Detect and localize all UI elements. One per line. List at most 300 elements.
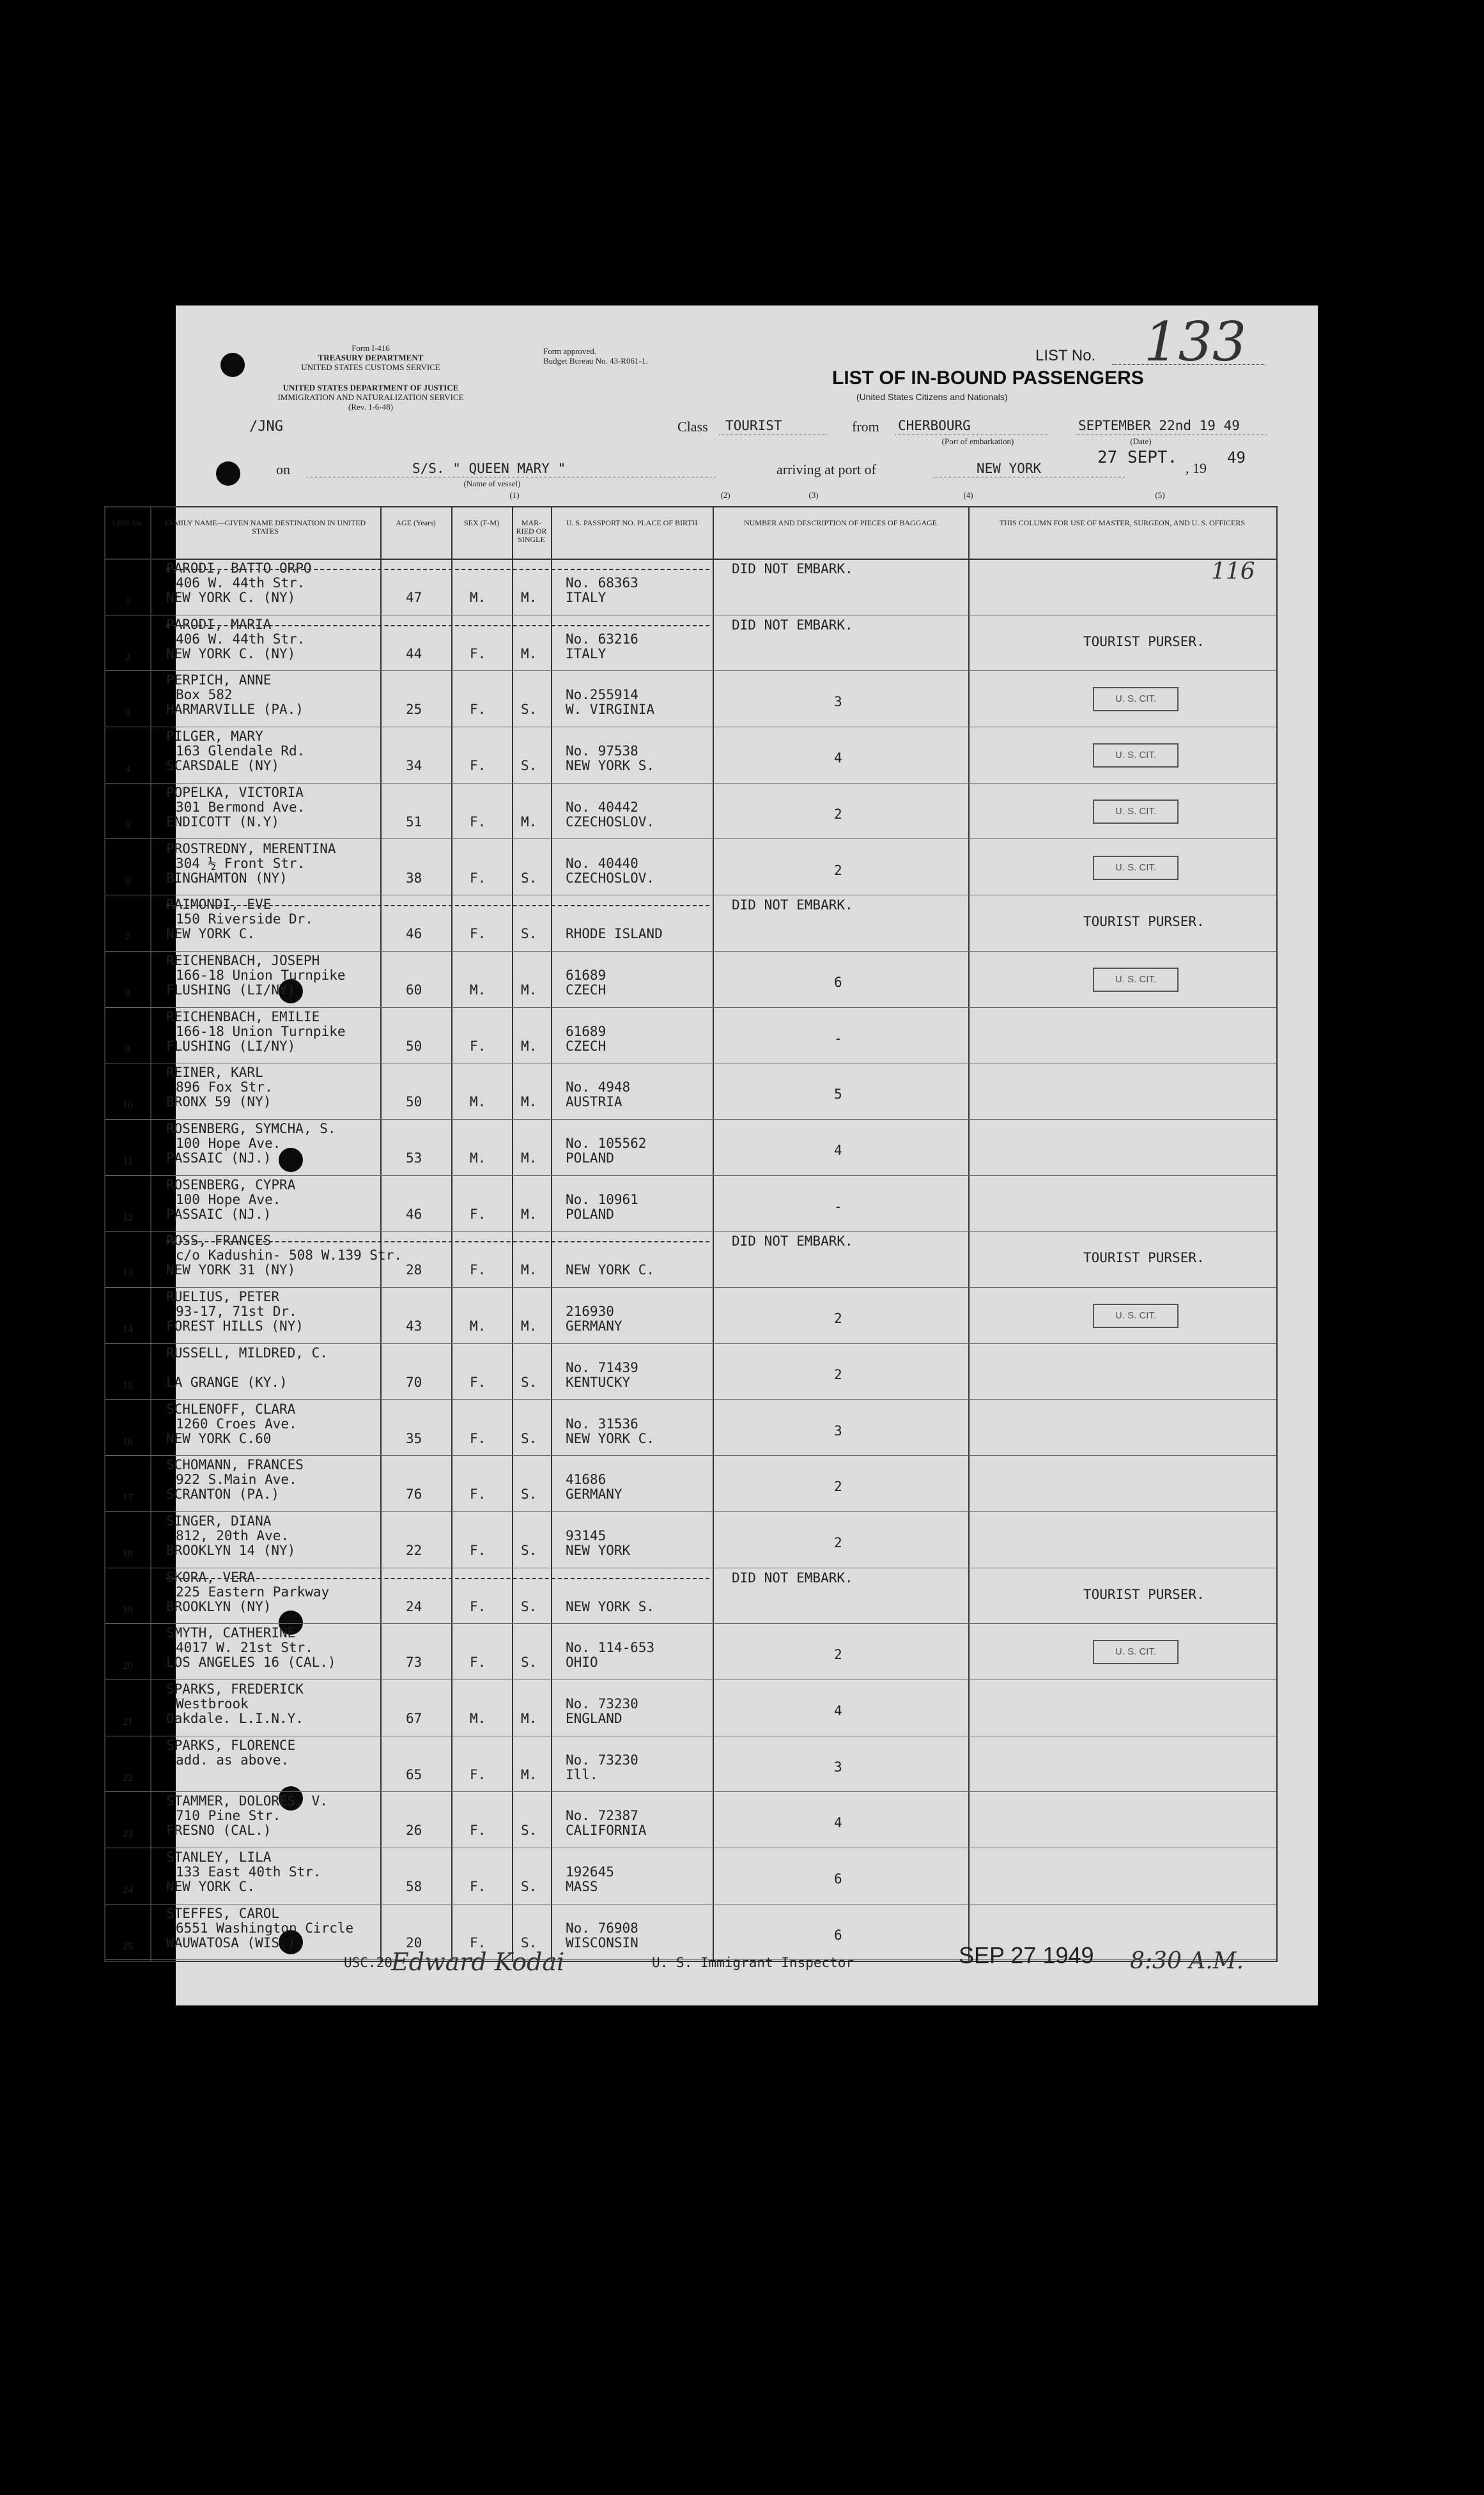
passport-number: No. 4948 <box>566 1079 631 1095</box>
column-header-passport: U. S. PASSPORT NO. PLACE OF BIRTH <box>566 518 698 527</box>
table-row <box>105 670 1276 726</box>
inspector-signature: Edward Kodai <box>391 1948 565 1976</box>
passport-number: 61689 <box>566 1023 607 1039</box>
address-line: 133 East 40th Str. <box>176 1864 321 1880</box>
place-of-birth: Ill. <box>566 1766 598 1782</box>
sex: M. <box>470 1711 486 1726</box>
destination: PASSAIC (NJ.) <box>166 1206 272 1222</box>
address-line: 93-17, 71st Dr. <box>176 1304 297 1320</box>
marital-status: S. <box>521 702 537 718</box>
age: 67 <box>406 1711 422 1726</box>
destination: NEW YORK 31 (NY) <box>166 1262 296 1278</box>
marital-status: M. <box>521 590 537 605</box>
baggage-count: 6 <box>834 1871 842 1887</box>
marital-status: M. <box>521 1038 537 1054</box>
line-number: 20 <box>123 1660 133 1672</box>
baggage-count: 4 <box>834 1703 842 1719</box>
passenger-name: PERPICH, ANNE <box>166 672 272 688</box>
age: 50 <box>406 1038 422 1054</box>
on-label: on <box>276 461 290 477</box>
form-revision: (Rev. 1-6-48) <box>348 402 393 412</box>
line-number: 8 <box>125 987 130 999</box>
table-row <box>105 1848 1276 1903</box>
age: 60 <box>406 982 422 998</box>
line-number: 23 <box>123 1828 133 1840</box>
passport-number: No. 114-653 <box>566 1640 655 1656</box>
us-citizen-stamp: U. S. CIT. <box>1093 1304 1179 1328</box>
from-value: CHERBOURG <box>898 418 971 433</box>
table-row <box>105 615 1276 670</box>
place-of-birth: NEW YORK S. <box>566 758 655 774</box>
table-row <box>105 1680 1276 1735</box>
sex: M. <box>470 1318 486 1334</box>
passport-number: No. 31536 <box>566 1416 638 1432</box>
address-line: add. as above. <box>176 1752 290 1768</box>
sex: F. <box>470 926 486 942</box>
treasury-dept: TREASURY DEPARTMENT <box>318 353 424 362</box>
marital-status: M. <box>521 814 537 830</box>
marital-status: S. <box>521 1823 537 1839</box>
date-caption: (Date) <box>1130 436 1152 446</box>
destination: SCARSDALE (NY) <box>166 758 280 774</box>
address-line: 225 Eastern Parkway <box>176 1584 330 1600</box>
marital-status: M. <box>521 645 537 661</box>
passport-number: No.255914 <box>566 687 638 703</box>
baggage-count: 2 <box>834 1534 842 1550</box>
marital-status: M. <box>521 1094 537 1110</box>
list-no-label: LIST No. <box>1035 347 1096 364</box>
age: 28 <box>406 1262 422 1278</box>
line-number: 18 <box>123 1548 133 1559</box>
baggage-count: 2 <box>834 1311 842 1327</box>
destination: NEW YORK C. (NY) <box>166 590 296 605</box>
line-number: 6 <box>125 876 130 887</box>
passenger-name: SMYTH, CATHERINE <box>166 1625 296 1641</box>
marital-status: M. <box>521 1766 537 1782</box>
us-citizen-stamp: U. S. CIT. <box>1093 799 1179 824</box>
address-line: 150 Riverside Dr. <box>176 911 313 927</box>
destination: BROOKLYN (NY) <box>166 1598 272 1614</box>
age: 65 <box>406 1766 422 1782</box>
baggage-count: 3 <box>834 694 842 710</box>
marital-status: S. <box>521 1935 537 1950</box>
address-line: Box 582 <box>176 687 233 703</box>
line-number: 7 <box>125 932 130 943</box>
vessel-name: S/S. " QUEEN MARY " <box>412 461 566 476</box>
age: 51 <box>406 814 422 830</box>
column-header-line: LINE No. <box>112 518 143 527</box>
strike-through-line <box>166 625 709 626</box>
baggage-count: 2 <box>834 1647 842 1663</box>
form-approved: Form approved. <box>543 346 597 356</box>
sex: F. <box>470 1038 486 1054</box>
clerk-initials: /JNG <box>249 419 283 435</box>
destination: PASSAIC (NJ.) <box>166 1150 272 1166</box>
passenger-name: SPARKS, FREDERICK <box>166 1681 304 1697</box>
line-number: 3 <box>125 707 130 719</box>
age: 58 <box>406 1879 422 1895</box>
baggage-count: 2 <box>834 862 842 878</box>
line-number: 15 <box>123 1380 133 1391</box>
address-line: 1260 Croes Ave. <box>176 1416 297 1432</box>
officer-note: TOURIST PURSER. <box>1083 1250 1205 1266</box>
punch-hole <box>220 353 245 377</box>
from-label: from <box>852 419 879 435</box>
place-of-birth: NEW YORK C. <box>566 1430 655 1446</box>
table-row <box>105 1007 1276 1063</box>
line-number: 17 <box>123 1492 133 1504</box>
sex: F. <box>470 1879 486 1895</box>
place-of-birth: OHIO <box>566 1655 598 1671</box>
baggage-count: 6 <box>834 974 842 990</box>
baggage-count: 6 <box>834 1927 842 1943</box>
punch-hole <box>216 461 240 486</box>
place-of-birth: GERMANY <box>566 1318 622 1334</box>
baggage-note: DID NOT EMBARK. <box>732 617 853 633</box>
sex: F. <box>470 1823 486 1839</box>
sex: F. <box>470 1206 486 1222</box>
passenger-name: SPARKS, FLORENCE <box>166 1737 296 1753</box>
table-row <box>105 1736 1276 1791</box>
baggage-count: - <box>834 1030 842 1046</box>
destination: FLUSHING (LI/NY) <box>166 1038 296 1054</box>
table-row <box>105 1231 1276 1286</box>
col-num-3: (3) <box>808 490 819 500</box>
place-of-birth: W. VIRGINIA <box>566 702 655 718</box>
marital-status: S. <box>521 1374 537 1390</box>
address-line: 406 W. 44th Str. <box>176 631 305 647</box>
class-label: Class <box>677 419 708 435</box>
destination: NEW YORK C. <box>166 1879 256 1895</box>
passport-number: No. 73230 <box>566 1696 638 1711</box>
place-of-birth: CZECHOSLOV. <box>566 870 655 886</box>
place-of-birth: CALIFORNIA <box>566 1823 647 1839</box>
age: 46 <box>406 1206 422 1222</box>
passport-number: No. 73230 <box>566 1752 638 1768</box>
us-citizen-stamp: U. S. CIT. <box>1093 687 1179 711</box>
address-line: 710 Pine Str. <box>176 1808 281 1824</box>
passenger-name: STAMMER, DOLORES, V. <box>166 1793 328 1809</box>
age: 44 <box>406 645 422 661</box>
passport-number: No. 63216 <box>566 631 638 647</box>
table-row <box>105 1568 1276 1623</box>
embark-date: SEPTEMBER 22nd 19 49 <box>1078 418 1240 433</box>
table-row <box>105 559 1276 614</box>
sex: F. <box>470 1262 486 1278</box>
passenger-name: RUSSELL, MILDRED, C. <box>166 1345 328 1361</box>
marital-status: S. <box>521 1655 537 1671</box>
passport-number: 192645 <box>566 1864 614 1880</box>
place-of-birth: WISCONSIN <box>566 1935 638 1950</box>
usc-code: USC.20 <box>344 1955 392 1970</box>
passenger-name: STANLEY, LILA <box>166 1850 272 1865</box>
address-line: 304 ½ Front Str. <box>176 855 305 871</box>
table-row <box>105 783 1276 838</box>
marital-status: S. <box>521 870 537 886</box>
marital-status: M. <box>521 1206 537 1222</box>
destination: BRONX 59 (NY) <box>166 1094 272 1110</box>
age: 76 <box>406 1487 422 1502</box>
passenger-name: STEFFES, CAROL <box>166 1905 280 1921</box>
place-of-birth: ITALY <box>566 645 607 661</box>
sex: F. <box>470 814 486 830</box>
passport-number: No. 105562 <box>566 1136 647 1151</box>
destination: NEW YORK C. (NY) <box>166 645 296 661</box>
baggage-note: DID NOT EMBARK. <box>732 897 853 913</box>
col-num-2: (2) <box>720 490 730 500</box>
arrival-date: 27 SEPT. <box>1097 448 1178 467</box>
address-line: 896 Fox Str. <box>176 1079 273 1095</box>
us-citizen-stamp: U. S. CIT. <box>1093 856 1179 880</box>
column-header-name: FAMILY NAME—GIVEN NAME DESTINATION IN UNITED STATES <box>164 518 366 536</box>
passport-number: 216930 <box>566 1304 614 1320</box>
age: 70 <box>406 1374 422 1390</box>
sex: F. <box>470 870 486 886</box>
sex: F. <box>470 702 486 718</box>
us-citizen-stamp: U. S. CIT. <box>1093 743 1179 768</box>
table-row <box>105 839 1276 895</box>
budget-bureau: Budget Bureau No. 43-R061-1. <box>543 356 648 366</box>
sex: M. <box>470 1150 486 1166</box>
sex: M. <box>470 590 486 605</box>
passenger-name: REICHENBACH, EMILIE <box>166 1008 320 1024</box>
table-row <box>105 727 1276 782</box>
arrival-year-label: , 19 <box>1186 460 1207 476</box>
table-row <box>105 1623 1276 1679</box>
document-title: LIST OF IN-BOUND PASSENGERS <box>832 367 1144 389</box>
strike-through-line <box>166 1578 709 1579</box>
column-header-married: MAR-RIED OR SINGLE <box>516 518 547 544</box>
passenger-name: PILGER, MARY <box>166 729 263 745</box>
document-subtitle: (United States Citizens and Nationals) <box>856 392 1008 402</box>
passenger-name: SINGER, DIANA <box>166 1513 272 1529</box>
passport-number: No. 71439 <box>566 1359 638 1375</box>
line-number: 5 <box>125 819 130 831</box>
officer-note: 116 <box>1211 559 1255 585</box>
table-row <box>105 1791 1276 1847</box>
place-of-birth: GERMANY <box>566 1487 622 1502</box>
marital-status: M. <box>521 1318 537 1334</box>
line-number: 1 <box>125 596 130 606</box>
table-row <box>105 1400 1276 1455</box>
destination: BINGHAMTON (NY) <box>166 870 288 886</box>
arrival-year: 49 <box>1227 449 1246 467</box>
address-line: 166-18 Union Turnpike <box>176 967 346 983</box>
sex: F. <box>470 1655 486 1671</box>
address-line: 100 Hope Ave. <box>176 1191 281 1207</box>
passport-number: No. 68363 <box>566 575 638 591</box>
passport-number: No. 97538 <box>566 743 638 759</box>
place-of-birth: RHODE ISLAND <box>566 926 663 942</box>
baggage-count: 4 <box>834 1815 842 1831</box>
place-of-birth: CZECHOSLOV. <box>566 814 655 830</box>
age: 43 <box>406 1318 422 1334</box>
passenger-name: RAIMONDI, EVE <box>166 897 272 913</box>
destination: WAUWATOSA (WIS.) <box>166 1935 296 1950</box>
destination: NEW YORK C. <box>166 926 256 942</box>
age: 34 <box>406 758 422 774</box>
table-row <box>105 895 1276 950</box>
place-of-birth: POLAND <box>566 1150 614 1166</box>
strike-through-line <box>166 1241 709 1242</box>
column-header-officers: THIS COLUMN FOR USE OF MASTER, SURGEON, AND U. S. OFFICERS <box>999 518 1246 527</box>
us-citizen-stamp: U. S. CIT. <box>1093 1640 1179 1664</box>
col-num-5: (5) <box>1155 490 1165 500</box>
line-number: 25 <box>123 1940 133 1952</box>
destination: FLUSHING (LI/NY) <box>166 982 296 998</box>
address-line: 922 S.Main Ave. <box>176 1472 297 1488</box>
line-number: 21 <box>123 1717 133 1727</box>
destination: FRESNO (CAL.) <box>166 1823 272 1839</box>
marital-status: M. <box>521 1262 537 1278</box>
officer-note: TOURIST PURSER. <box>1083 914 1205 930</box>
address-line: 812, 20th Ave. <box>176 1527 290 1543</box>
baggage-count: 3 <box>834 1423 842 1439</box>
marital-status: S. <box>521 1598 537 1614</box>
sex: F. <box>470 1430 486 1446</box>
officer-note: TOURIST PURSER. <box>1083 1586 1205 1602</box>
passenger-name: PARODI, BATTO ORPO <box>166 560 312 576</box>
line-number: 24 <box>123 1885 133 1896</box>
destination: LA GRANGE (KY.) <box>166 1374 288 1390</box>
passenger-name: PROSTREDNY, MERENTINA <box>166 840 336 856</box>
marital-status: S. <box>521 1542 537 1558</box>
place-of-birth: KENTUCKY <box>566 1374 631 1390</box>
justice-dept: UNITED STATES DEPARTMENT OF JUSTICE <box>282 383 459 392</box>
table-row <box>105 1343 1276 1399</box>
sex: F. <box>470 1935 486 1950</box>
age: 47 <box>406 590 422 605</box>
column-header-age: AGE (Years) <box>396 518 436 527</box>
passenger-name: REICHENBACH, JOSEPH <box>166 952 320 968</box>
baggage-count: 5 <box>834 1086 842 1102</box>
passport-number: No. 40442 <box>566 799 638 815</box>
age: 22 <box>406 1542 422 1558</box>
address-line: 6551 Washington Circle <box>176 1920 354 1936</box>
destination: SCRANTON (PA.) <box>166 1487 280 1502</box>
ins-service: IMMIGRATION AND NATURALIZATION SERVICE <box>277 392 464 402</box>
baggage-count: 4 <box>834 750 842 766</box>
marital-status: S. <box>521 1430 537 1446</box>
table-row <box>105 1063 1276 1118</box>
place-of-birth: NEW YORK C. <box>566 1262 655 1278</box>
address-line: 100 Hope Ave. <box>176 1136 281 1151</box>
age: 73 <box>406 1655 422 1671</box>
sex: F. <box>470 1374 486 1390</box>
age: 50 <box>406 1094 422 1110</box>
passenger-name: SKORA, VERA <box>166 1569 256 1585</box>
marital-status: M. <box>521 1150 537 1166</box>
address-line: 163 Glendale Rd. <box>176 743 305 759</box>
destination: ENDICOTT (N.Y) <box>166 814 280 830</box>
baggage-count: 2 <box>834 1479 842 1495</box>
table-row <box>105 1175 1276 1231</box>
destination: FOREST HILLS (NY) <box>166 1318 304 1334</box>
age: 46 <box>406 926 422 942</box>
passport-number: No. 40440 <box>566 855 638 871</box>
table-row <box>105 1287 1276 1343</box>
place-of-birth: POLAND <box>566 1206 614 1222</box>
line-number: 12 <box>123 1212 133 1223</box>
address-line: 406 W. 44th Str. <box>176 575 305 591</box>
inspection-date-stamp: SEP 27 1949 <box>959 1942 1094 1968</box>
baggage-note: DID NOT EMBARK. <box>732 1233 853 1249</box>
arrival-port: NEW YORK <box>977 461 1042 476</box>
column-header-baggage: NUMBER AND DESCRIPTION OF PIECES OF BAGGAGE <box>743 518 938 527</box>
marital-status: S. <box>521 1879 537 1895</box>
arriving-label: arriving at port of <box>777 461 876 477</box>
sex: F. <box>470 1766 486 1782</box>
baggage-count: 4 <box>834 1143 842 1158</box>
line-number: 11 <box>123 1156 133 1167</box>
baggage-note: DID NOT EMBARK. <box>732 561 853 576</box>
place-of-birth: CZECH <box>566 982 607 998</box>
place-of-birth: NEW YORK <box>566 1542 631 1558</box>
col-num-1: (1) <box>509 490 520 500</box>
class-value: TOURIST <box>725 418 782 433</box>
sex: F. <box>470 645 486 661</box>
age: 24 <box>406 1598 422 1614</box>
sex: F. <box>470 1598 486 1614</box>
passenger-name: ROSS, FRANCES <box>166 1233 272 1249</box>
age: 35 <box>406 1430 422 1446</box>
marital-status: S. <box>521 758 537 774</box>
age: 25 <box>406 702 422 718</box>
officer-note: TOURIST PURSER. <box>1083 633 1205 649</box>
address-line: 301 Bermond Ave. <box>176 799 305 815</box>
passport-number: No. 72387 <box>566 1808 638 1824</box>
column-header-sex: SEX (F-M) <box>463 518 499 527</box>
strike-through-line <box>166 905 709 906</box>
line-number: 9 <box>125 1044 130 1055</box>
passport-number: No. 76908 <box>566 1920 638 1936</box>
line-number: 13 <box>123 1268 133 1279</box>
place-of-birth: ITALY <box>566 590 607 605</box>
address-line: 4017 W. 21st Str. <box>176 1640 313 1656</box>
place-of-birth: NEW YORK S. <box>566 1598 655 1614</box>
baggage-count: 3 <box>834 1759 842 1775</box>
destination: NEW YORK C.60 <box>166 1430 272 1446</box>
age: 26 <box>406 1823 422 1839</box>
table-row <box>105 1511 1276 1567</box>
place-of-birth: MASS <box>566 1879 598 1895</box>
baggage-count: 2 <box>834 806 842 822</box>
passenger-name: REINER, KARL <box>166 1065 263 1081</box>
inspector-title: U. S. Immigrant Inspector <box>652 1955 854 1970</box>
place-of-birth: AUSTRIA <box>566 1094 622 1110</box>
passenger-name: ROSENBERG, SYMCHA, S. <box>166 1121 336 1136</box>
vessel-caption: (Name of vessel) <box>463 479 521 488</box>
passport-number: No. 10961 <box>566 1191 638 1207</box>
line-number: 4 <box>125 764 130 775</box>
port-embarkation-caption: (Port of embarkation) <box>941 436 1014 446</box>
table-row <box>105 1119 1276 1175</box>
line-number: 10 <box>123 1100 133 1111</box>
inspection-time: 8:30 A.M. <box>1130 1948 1244 1974</box>
us-citizen-stamp: U. S. CIT. <box>1093 968 1179 992</box>
baggage-note: DID NOT EMBARK. <box>732 1570 853 1586</box>
baggage-count: - <box>834 1198 842 1214</box>
marital-status: M. <box>521 1711 537 1726</box>
passport-number: 41686 <box>566 1472 607 1488</box>
age: 53 <box>406 1150 422 1166</box>
passenger-name: POPELKA, VICTORIA <box>166 784 304 800</box>
address-line: Westbrook <box>176 1696 249 1711</box>
line-number: 16 <box>123 1436 133 1448</box>
line-number: 19 <box>123 1604 133 1616</box>
marital-status: S. <box>521 926 537 942</box>
passenger-name: RUELIUS, PETER <box>166 1289 280 1305</box>
